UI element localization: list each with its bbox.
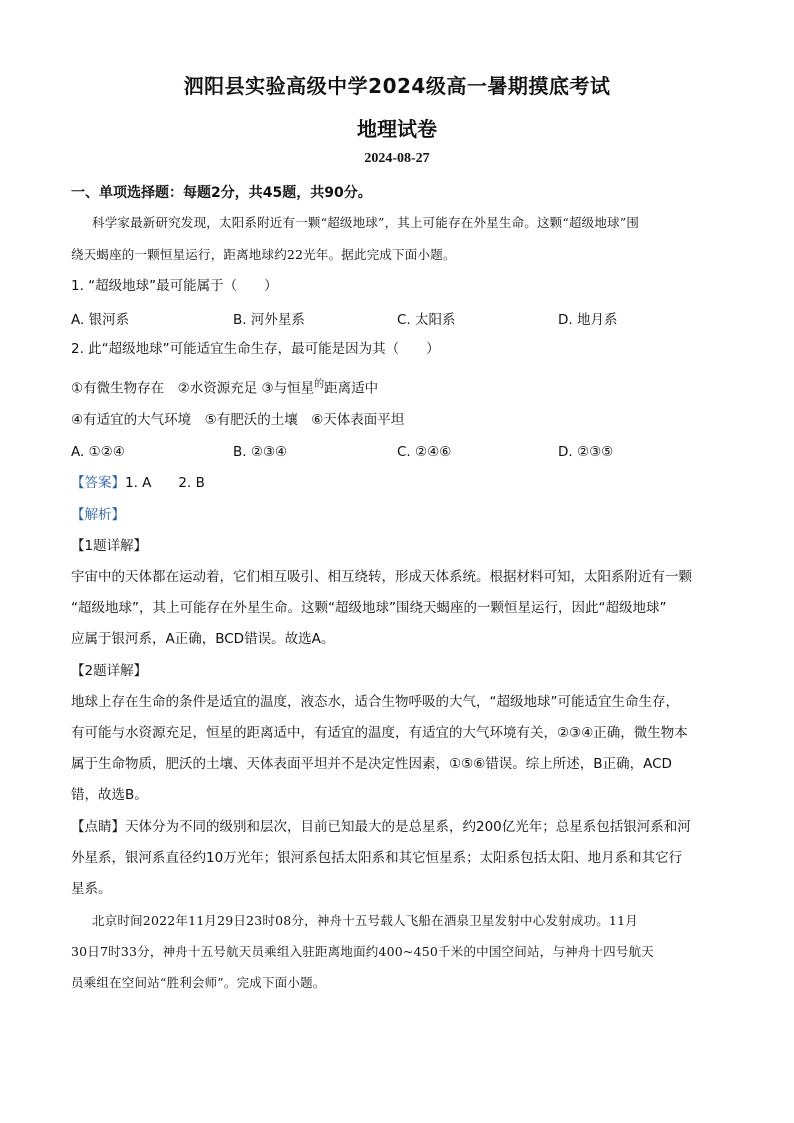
material-2-line-3: 员乘组在空间站“胜利会师”。完成下面小题。 [71,975,326,990]
subject-title: 地理试卷 [357,117,437,141]
material-2-line-1: 北京时间2022年11月29日23时08分，神舟十五号载人飞船在酒泉卫星发射中心发射成功。11月 [92,913,638,928]
question-2-stem: 2. 此“超级地球”可能适宜生命生存，最可能是因为其（ ） [71,341,440,357]
material-1-line-2: 绕天蝎座的一颗恒星运行，距离地球约22光年。据此完成下面小题。 [71,247,456,262]
material-2-line-2: 30日7时33分，神舟十五号航天员乘组入驻距离地面约400~450千米的中国空间站，与神舟十四号航天 [71,944,654,959]
analysis-tag: 【解析】 [71,507,125,523]
detail-1-line-3: 应属于银河系，A正确，BCD错误。故选A。 [71,631,335,647]
detail-2-line-1: 地球上存在生命的条件是适宜的温度，液态水，适合生物呼吸的大气，“超级地球”可能适宜生命生存， [71,694,679,710]
q2-option-a: A. ①②④ [71,444,125,460]
q2-items-line-1: ①有微生物存在 ②水资源充足 ③与恒星$^的$距离适中 [71,379,379,397]
tip-tag: 【点睛】 [71,819,125,835]
detail-2-line-2: 有可能与水资源充足，恒星的距离适中，有适宜的温度，有适宜的大气环境有关，②③④正确，微生物本 [71,725,688,741]
q1-option-c: C. 太阳系 [397,312,456,328]
section-heading: 一、单项选择题：每题2分，共45题，共90分。 [71,185,372,201]
q1-option-a: A. 银河系 [71,312,130,328]
q2-option-d: D. ②③⑤ [558,444,614,460]
q2-option-b: B. ②③④ [233,444,288,460]
question-1-stem: 1. “超级地球”最可能属于（ ） [71,278,278,294]
q1-option-d: D. 地月系 [558,312,618,328]
answer-tag: 【答案】 [71,475,125,491]
detail-2-tag: 【2题详解】 [71,663,148,679]
tip-line-2: 外星系，银河系直径约10万光年；银河系包括太阳系和其它恒星系；太阳系包括太阳、地月系和其它行 [71,850,683,866]
exam-date: 2024-08-27 [364,151,430,166]
answer-text: 1. A 2. B [125,475,205,491]
q2-items-line-2: ④有适宜的大气环境 ⑤有肥沃的土壤 ⑥天体表面平坦 [71,412,405,428]
material-1-line-1: 科学家最新研究发现，太阳系附近有一颗“超级地球”，其上可能存在外星生命。这颗“超级地球”围 [92,215,640,230]
detail-1-line-1: 宇宙中的天体都在运动着，它们相互吸引、相互绕转，形成天体系统。根据材料可知，太阳系附近有一颗 [71,569,692,585]
q2-option-c: C. ②④⑥ [397,444,452,460]
q1-option-b: B. 河外星系 [233,312,305,328]
detail-2-line-4: 错，故选B。 [71,787,148,803]
tip-line-1: 【点睛】天体分为不同的级别和层次，目前已知最大的是总星系，约200亿光年；总星系包括银河系和河 [71,819,691,835]
answer-line [71,474,205,492]
detail-2-line-3: 属于生命物质，肥沃的土壤、天体表面平坦并不是决定性因素，①⑤⑥错误。综上所述，B正确，ACD [71,756,672,772]
exam-title: 泗阳县实验高级中学2024级高一暑期摸底考试 [183,74,611,98]
tip-line-3: 星系。 [71,881,112,897]
detail-1-tag: 【1题详解】 [71,538,148,554]
detail-1-line-2: “超级地球”，其上可能存在外星生命。这颗“超级地球”围绕天蝎座的一颗恒星运行，因此“超级地球” [71,600,667,616]
